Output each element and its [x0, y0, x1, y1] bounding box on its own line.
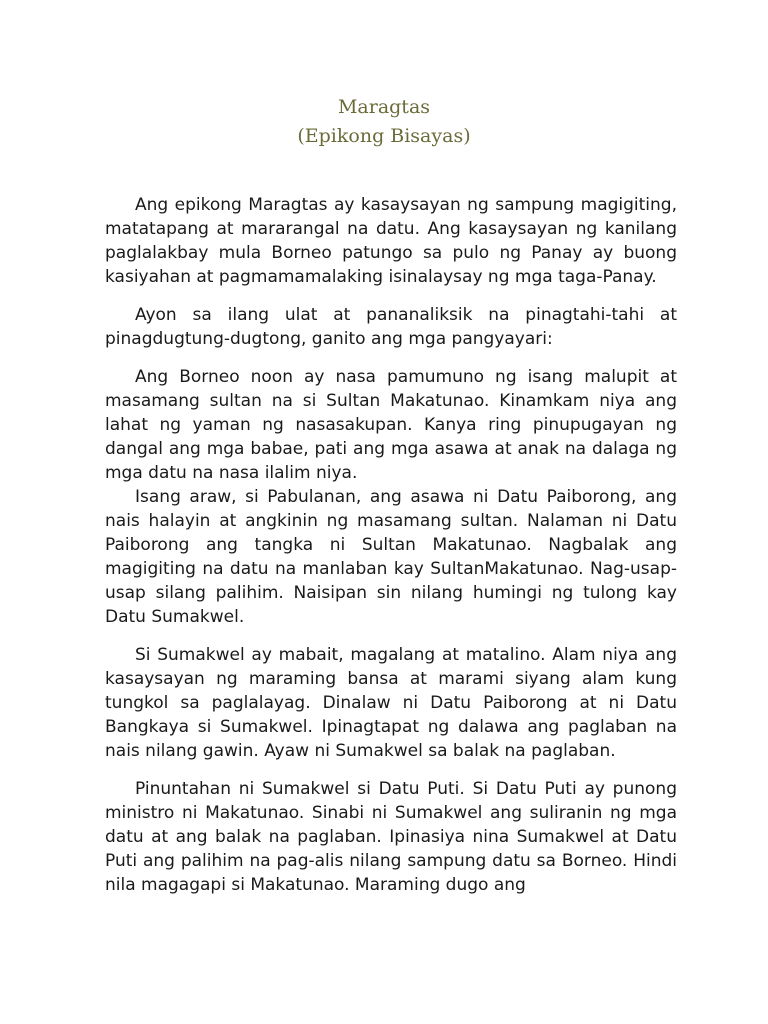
paragraph-3: Ang Borneo noon ay nasa pamumuno ng isang malupit at masamang sultan na si Sultan Makatunao. Kinamkam niya ang lahat ng yaman ng nasasakupan. Kanya ring pinupugayan ng dangal ang mga babae, pati ang mga asawa at anak na dalaga ng mga datu na nasa ilalim niya.	[105, 367, 677, 483]
paragraph-5: Si Sumakwel ay mabait, magalang at matalino. Alam niya ang kasaysayan ng maraming bansa at marami siyang alam kung tungkol sa paglalayag. Dinalaw ni Datu Paiborong at ni Datu Bangkaya si Sumakwel. Ipinagtapat ng dalawa ang paglaban na nais nilang gawin. Ayaw ni Sumakwel sa balak na paglaban.	[105, 645, 677, 761]
paragraph-2: Ayon sa ilang ulat at pananaliksik na pinagtahi-tahi at pinagdugtung-dugtong, ganito ang mga pangyayari:	[105, 305, 677, 349]
paragraph-6: Pinuntahan ni Sumakwel si Datu Puti. Si Datu Puti ay punong ministro ni Makatunao. Sinabi ni Sumakwel ang suliranin ng mga datu at ang balak na paglaban. Ipinasiya nina Sumakwel at Datu Puti ang palihim na pag-alis nilang sampung datu sa Borneo. Hindi nila magagapi si Makatunao. Maraming dugo ang	[105, 779, 677, 895]
title-block	[0, 93, 768, 151]
document-title: Maragtas	[337, 96, 431, 118]
paragraph-1: Ang epikong Maragtas ay kasaysayan ng sampung magigiting, matatapang at mararangal na datu. Ang kasaysayan ng kanilang paglalakbay mula Borneo patungo sa pulo ng Panay ay buong kasiyahan at pagmamamalaking isinalaysay ng mga taga-Panay.	[105, 195, 677, 287]
paragraph-4: Isang araw, si Pabulanan, ang asawa ni Datu Paiborong, ang nais halayin at angkinin ng masamang sultan. Nalaman ni Datu Paiborong ang tangka ni Sultan Makatunao. Nagbalak ang magigiting na datu na manlaban kay SultanMakatunao. Nag-usap-usap silang palihim. Naisipan sin nilang humingi ng tulong kay Datu Sumakwel.	[105, 487, 677, 627]
document-subtitle: (Epikong Bisayas)	[297, 125, 471, 147]
document-body	[105, 193, 677, 911]
